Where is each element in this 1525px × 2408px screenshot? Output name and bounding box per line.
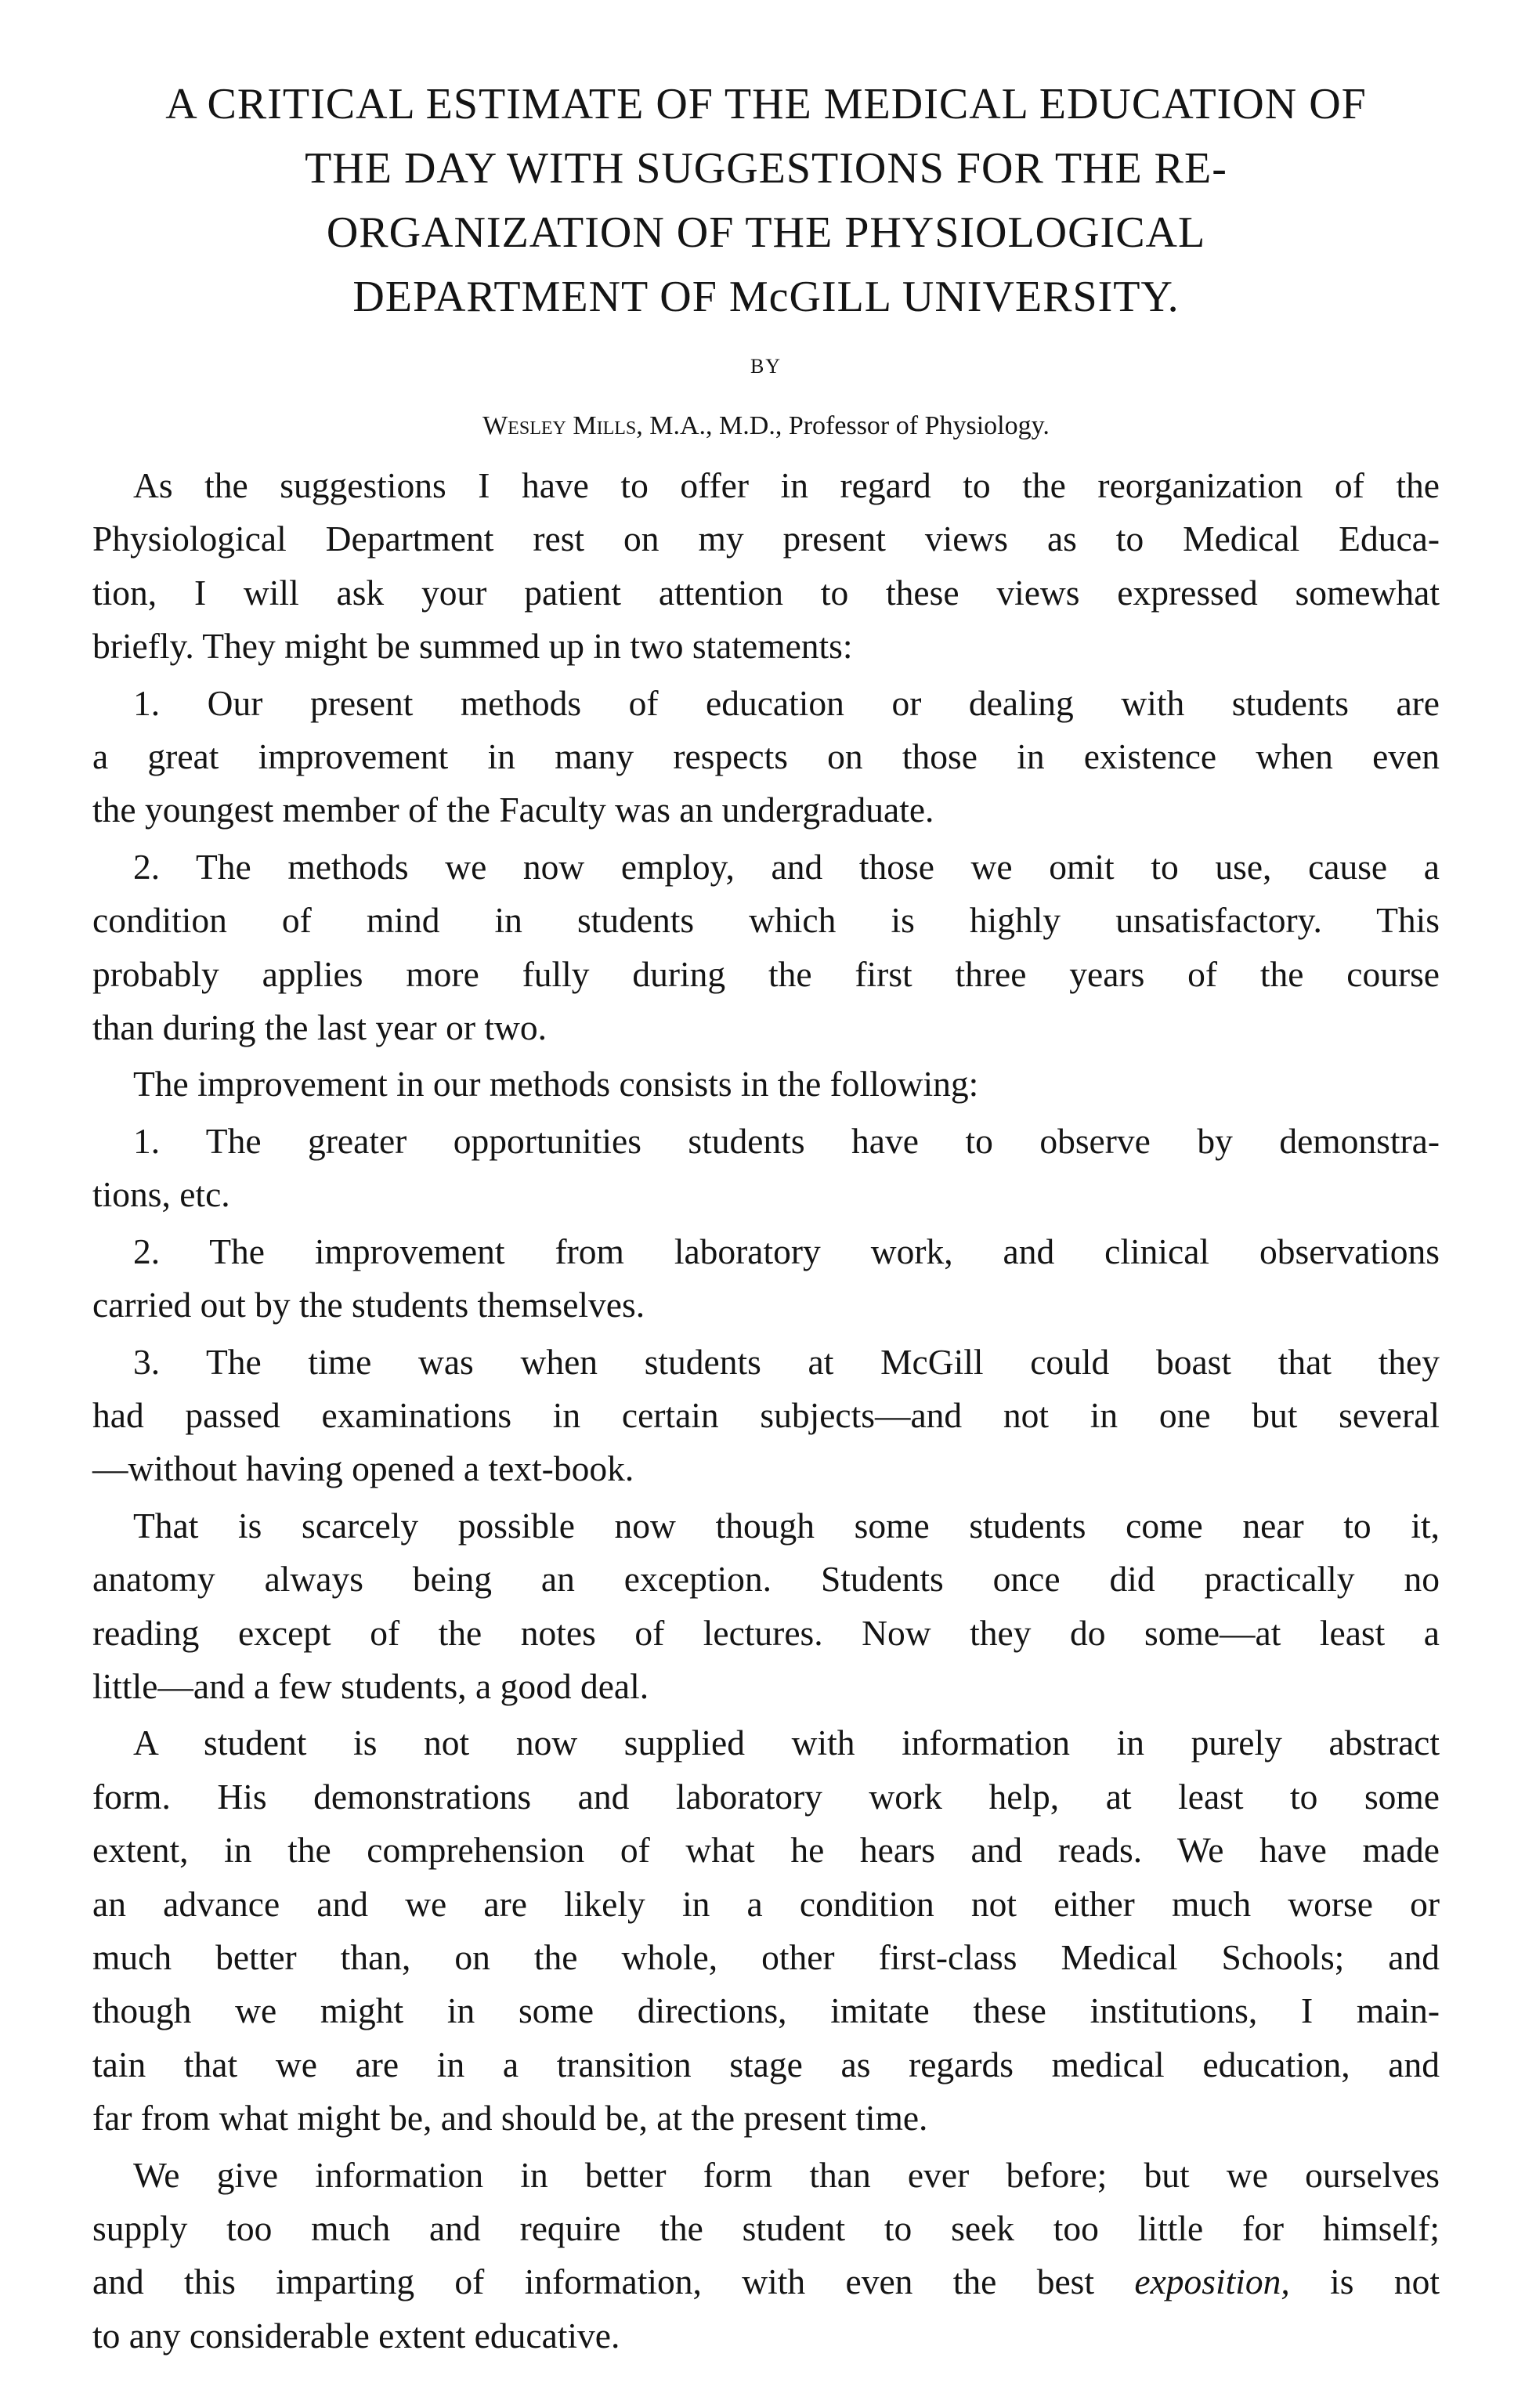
text-line: though we might in some directions, imitate these institutions, I main- xyxy=(92,1990,1440,2031)
title-line: ORGANIZATION OF THE PHYSIOLOGICAL xyxy=(326,208,1206,257)
text-line: tions, etc. xyxy=(92,1174,230,1215)
title-line: THE DAY WITH SUGGESTIONS FOR THE RE- xyxy=(305,144,1227,193)
author-credentials: , M.A., M.D., Professor of Physiology. xyxy=(636,411,1050,440)
text-line: Physiological Department rest on my present views as to Medical Educa- xyxy=(92,519,1440,559)
text-line: little—and a few students, a good deal. xyxy=(92,1665,649,1706)
text-line: the youngest member of the Faculty was an undergraduate. xyxy=(92,790,934,830)
by-label: BY xyxy=(750,355,782,378)
text-line: condition of mind in students which is highly unsatisfactory. This xyxy=(92,900,1440,941)
text-line: reading except of the notes of lectures. Now they do some—at least a xyxy=(92,1612,1440,1653)
paragraph xyxy=(92,1499,1440,1714)
text-line: form. His demonstrations and laboratory work help, at least to some xyxy=(92,1776,1440,1817)
text-line: 1. The greater opportunities students have to observe by demonstra- xyxy=(133,1120,1440,1161)
document-page xyxy=(92,72,1440,2366)
text-line: The improvement in our methods consists in the following: xyxy=(133,1064,979,1105)
text-line: far from what might be, and should be, at the present time. xyxy=(92,2098,928,2139)
text-line: extent, in the comprehension of what he hears and reads. We have made xyxy=(92,1830,1440,1871)
text-line: a great improvement in many respects on those in existence when even xyxy=(92,736,1440,777)
text-line: A student is not now supplied with information in purely abstract xyxy=(133,1723,1440,1763)
text-span: is not xyxy=(1289,2262,1440,2302)
title-line: DEPARTMENT OF McGILL UNIVERSITY. xyxy=(352,273,1180,321)
text-line: had passed examinations in certain subjects—and not in one but several xyxy=(92,1394,1440,1435)
text-line: As the suggestions I have to offer in regard to the reorganization of the xyxy=(133,465,1440,505)
emphasis-exposition: exposition, xyxy=(1134,2262,1290,2302)
text-line: —without having opened a text-book. xyxy=(92,1448,634,1489)
text-line: 3. The time was when students at McGill could boast that they xyxy=(133,1341,1440,1382)
paragraph xyxy=(92,459,1440,674)
numbered-paragraph xyxy=(92,1115,1440,1222)
text-line: an advance and we are likely in a condition not either much worse or xyxy=(92,1883,1440,1924)
paragraph xyxy=(92,2149,1440,2363)
text-line: tion, I will ask your patient attention to these views expressed somewhat xyxy=(92,572,1440,613)
text-line: supply too much and require the student to seek too little for himself; xyxy=(92,2208,1440,2248)
text-line: than during the last year or two. xyxy=(92,1007,547,1048)
numbered-paragraph xyxy=(92,677,1440,837)
text-line xyxy=(92,2255,1440,2309)
text-line: 1. Our present methods of education or dealing with students are xyxy=(133,682,1440,723)
text-line: anatomy always being an exception. Students once did practically no xyxy=(92,1559,1440,1600)
text-span: and this imparting of information, with even the best xyxy=(92,2262,1094,2302)
text-line: much better than, on the whole, other first-class Medical Schools; and xyxy=(92,1936,1440,1977)
text-line: tain that we are in a transition stage as regards medical education, and xyxy=(92,2044,1440,2084)
numbered-paragraph xyxy=(92,1225,1440,1332)
text-line: That is scarcely possible now though some students come near to it, xyxy=(133,1505,1440,1546)
text-line: to any considerable extent educative. xyxy=(92,2315,620,2356)
text-line: carried out by the students themselves. xyxy=(92,1285,645,1325)
numbered-paragraph xyxy=(92,1336,1440,1496)
article-body xyxy=(92,459,1440,2363)
title-line: A CRITICAL ESTIMATE OF THE MEDICAL EDUCATION OF xyxy=(165,80,1367,128)
numbered-paragraph xyxy=(92,841,1440,1055)
text-line: briefly. They might be summed up in two statements: xyxy=(92,626,853,667)
paragraph xyxy=(92,1716,1440,2145)
paragraph xyxy=(92,1058,1440,1111)
text-line: We give information in better form than ever before; but we ourselves xyxy=(133,2154,1440,2195)
text-line: probably applies more fully during the first three years of the course xyxy=(92,953,1440,994)
author-name: Wesley Mills xyxy=(482,411,637,440)
article-title xyxy=(92,72,1440,329)
text-line: 2. The improvement from laboratory work, and clinical observations xyxy=(133,1231,1440,1271)
author-byline xyxy=(92,406,1440,447)
text-line: 2. The methods we now employ, and those we omit to use, cause a xyxy=(133,846,1440,887)
